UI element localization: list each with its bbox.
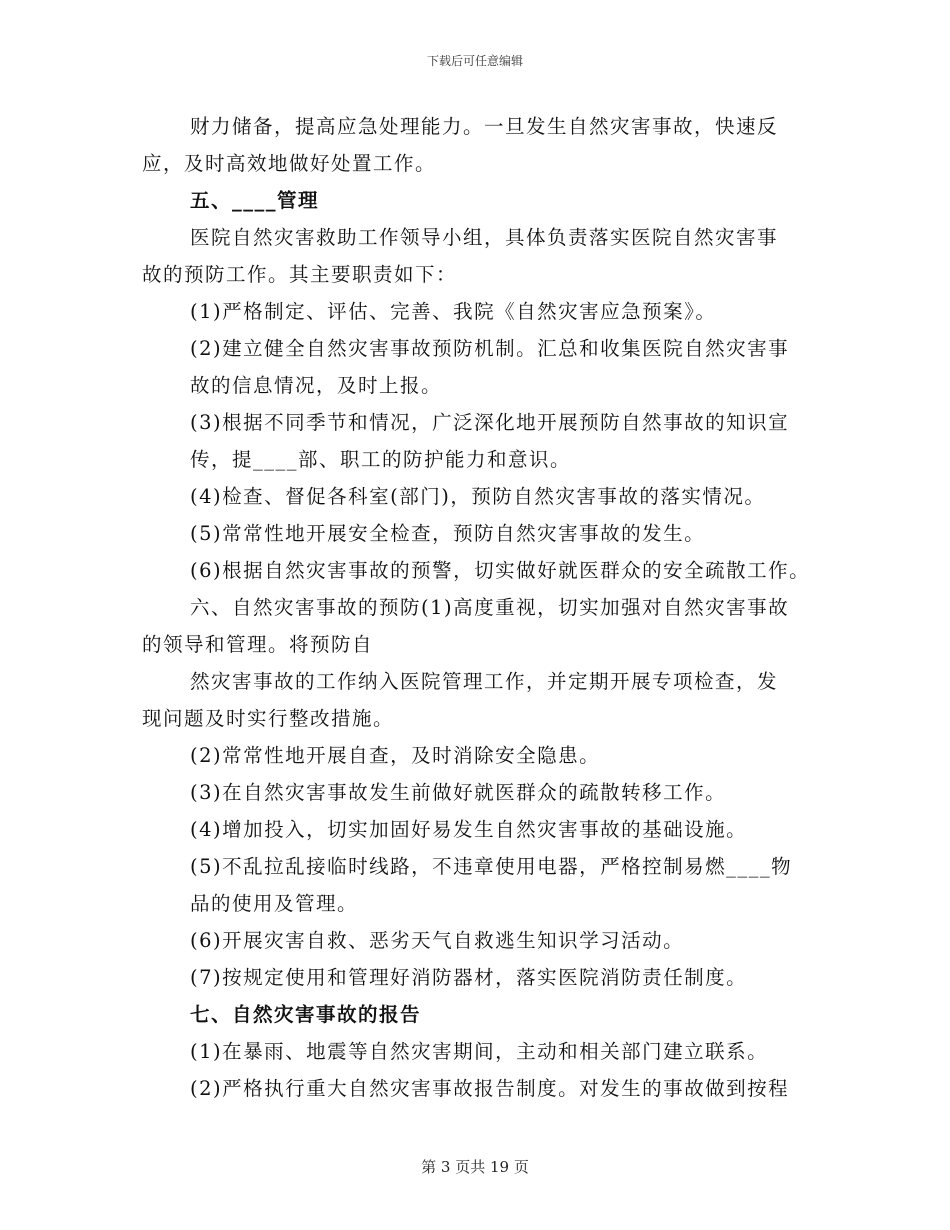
list-item: (1)在暴雨、地震等自然灾害期间，主动和相关部门建立联系。 — [190, 1040, 769, 1063]
list-item: (2)严格执行重大自然灾害事故报告制度。对发生的事故做到按程 — [190, 1077, 790, 1100]
section-heading: 七、自然灾害事故的报告 — [190, 1003, 422, 1026]
list-item: (5)常常性地开展安全检查，预防自然灾害事故的发生。 — [190, 522, 706, 545]
body-line: 的领导和管理。将预防自 — [142, 633, 374, 656]
list-item-continuation: 品的使用及管理。 — [190, 892, 359, 915]
body-line: 然灾害事故的工作纳入医院管理工作，并定期开展专项检查，发 — [190, 670, 779, 693]
list-item: (5)不乱拉乱接临时线路，不违章使用电器，严格控制易燃____物 — [190, 855, 793, 878]
page-header: 下载后可任意编辑 — [426, 54, 523, 68]
body-line: 医院自然灾害救助工作领导小组，具体负责落实医院自然灾害事 — [190, 226, 779, 249]
body-line: 应，及时高效地做好处置工作。 — [142, 152, 437, 175]
list-item: (2)建立健全自然灾害事故预防机制。汇总和收集医院自然灾害事 — [190, 337, 790, 360]
list-item: (6)根据自然灾害事故的预警，切实做好就医群众的安全疏散工作。 — [190, 559, 811, 582]
list-item: (4)增加投入，切实加固好易发生自然灾害事故的基础设施。 — [190, 818, 748, 841]
body-line: 现问题及时实行整改措施。 — [142, 707, 395, 730]
list-item-continuation: 传，提____部、职工的防护能力和意识。 — [190, 448, 572, 471]
body-line: 财力储备，提高应急处理能力。一旦发生自然灾害事故，快速反 — [190, 115, 779, 138]
list-item: (4)检查、督促各科室(部门)，预防自然灾害事故的落实情况。 — [190, 485, 766, 508]
list-item: (1)严格制定、评估、完善、我院《自然灾害应急预案》。 — [190, 300, 717, 323]
list-item: (6)开展灾害自救、恶劣天气自救逃生知识学习活动。 — [190, 929, 685, 952]
list-item: (2)常常性地开展自查，及时消除安全隐患。 — [190, 744, 601, 767]
page-footer: 第 3 页共 19 页 — [421, 1158, 529, 1176]
list-item: (3)在自然灾害事故发生前做好就医群众的疏散转移工作。 — [190, 781, 727, 804]
list-item: (7)按规定使用和管理好消防器材，落实医院消防责任制度。 — [190, 966, 748, 989]
body-line: 故的预防工作。其主要职责如下： — [142, 263, 458, 286]
section-heading: 六、自然灾害事故的预防(1)高度重视，切实加强对自然灾害事故 — [190, 596, 790, 619]
section-heading: 五、____管理 — [190, 189, 320, 212]
list-item: (3)根据不同季节和情况，广泛深化地开展预防自然事故的知识宣 — [190, 411, 790, 434]
list-item-continuation: 故的信息情况，及时上报。 — [190, 374, 443, 397]
